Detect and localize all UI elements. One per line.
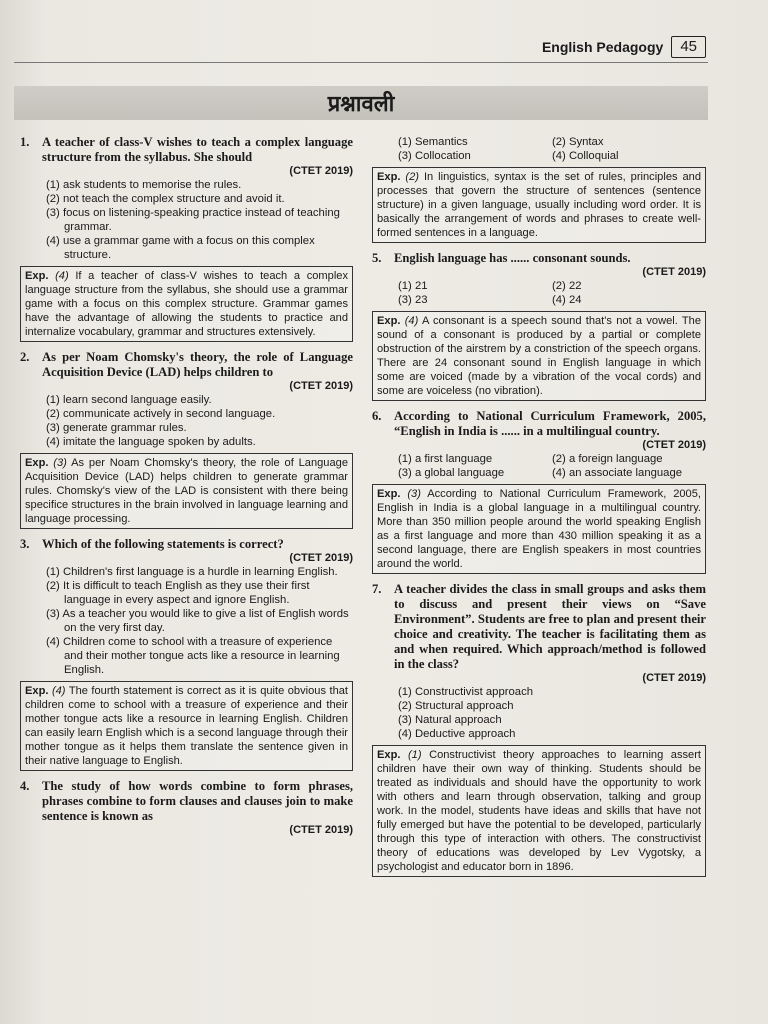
option-1: (1) Semantics [398,136,468,148]
option-4: (4) an associate language [552,467,683,479]
option-3: (3) Collocation [398,150,471,162]
question-source: (CTET 2019) [642,672,706,684]
option-2: (2) communicate actively in second language. [46,408,276,420]
question-number: 5. [372,251,382,265]
explanation-box: Exp. (4) The fourth statement is correct as it is quite obvious that children come to school with a treasure of experience and their mother tongue acts like a resource in learning English. Children can easily learn English which is a second language through their mother tongue as it helps them translate the sentence given in their native language to English. [20,681,353,771]
question-source: (CTET 2019) [289,824,353,836]
option-4: (4) 24 [552,294,582,306]
explanation-box: Exp. (3) As per Noam Chomsky's theory, the role of Language Acquisition Device (LAD) helps children to generate grammar rules. Chomsky's view of the LAD is consistent with there being specifice structures in the brain involved in language learning and language processing. [20,453,353,529]
option-1: (1) a first language [398,453,493,465]
question-number: 6. [372,409,382,423]
question-number: 2. [20,350,30,364]
question-7 [372,582,706,877]
question-6 [372,409,706,574]
explanation-box: Exp. (2) In linguistics, syntax is the set of rules, principles and processes that govern the structure of sentences (sentence structure) in a given language, usually including word order. It is basically the arrangement of words and phrases to create well-formed sentences in a language. [372,167,706,243]
question-stem: Which of the following statements is correct? [42,537,284,551]
option-3: (3) Natural approach [398,714,502,726]
option-1: (1) learn second language easily. [46,394,212,406]
option-1: (1) Children's first language is a hurdle in learning English. [46,566,338,578]
question-4-continued [372,135,706,243]
option-3: (3) focus on listening-speaking practice instead of teaching grammar. [46,207,340,233]
question-source: (CTET 2019) [289,380,353,392]
page-header [542,36,706,58]
question-source: (CTET 2019) [642,266,706,278]
question-stem: According to National Curriculum Framework, 2005, “English in India is ...... in a multilingual country. [394,409,706,438]
question-source: (CTET 2019) [642,439,706,451]
subject-title: English Pedagogy [541,39,664,55]
question-stem: A teacher of class-V wishes to teach a complex language structure from the syllabus. She should [42,135,353,164]
explanation-box: Exp. (4) If a teacher of class-V wishes to teach a complex language structure from the syllabus, she should use a grammar game with a focus on this complex structure. Grammar games have the advantage of allowing the students to practice and internalize vocabulary, grammar and structures extensively. [20,266,353,342]
option-3: (3) 23 [398,294,428,306]
question-number: 4. [20,779,30,793]
option-4: (4) Children come to school with a treasure of experience and their mother tongue acts like a resource in learning English. [46,636,340,676]
question-source: (CTET 2019) [289,552,353,564]
section-title: प्रश्नावली [327,92,395,117]
option-4: (4) Deductive approach [398,728,516,740]
options-grid [372,135,706,163]
option-4: (4) imitate the language spoken by adults. [46,436,256,448]
option-1: (1) 21 [398,280,428,292]
option-2: (2) a foreign language [552,453,663,465]
option-2: (2) 22 [552,280,582,292]
question-stem: English language has ...... consonant sounds. [394,251,631,265]
option-4: (4) use a grammar game with a focus on this complex structure. [46,235,315,261]
section-banner [14,86,708,120]
header-rule [14,62,708,63]
option-2: (2) not teach the complex structure and avoid it. [46,193,285,205]
option-1: (1) ask students to memorise the rules. [46,179,242,191]
question-source: (CTET 2019) [289,165,353,177]
question-number: 3. [20,537,30,551]
question-4 [20,779,353,837]
question-stem: A teacher divides the class in small groups and asks them to discuss and present their views on “Save Environment”. Students are free to plan and present their choice and creativity. The teacher is facilitating them as and when required. Which approach/method is followed in the class? [394,582,706,671]
question-stem: The study of how words combine to form phrases, phrases combine to form clauses and clauses join to make sentence is known as [42,779,353,823]
question-5 [372,251,706,401]
option-3: (3) As a teacher you would like to give a list of English words on the very first day. [46,608,349,634]
question-number: 1. [20,135,30,149]
explanation-box: Exp. (4) A consonant is a speech sound that's not a vowel. The sound of a consonant is produced by a partial or complete obstruction of the airstrem by a constriction of the speech organs. There are 24 consonant sound in English language in which some are voiced (made by a vibration of the vocal cords) and some are voiceless (no vibration). [372,311,706,401]
page-number: 45 [671,36,706,58]
question-1 [20,135,353,342]
question-2 [20,350,353,529]
question-3 [20,537,353,771]
explanation-box: Exp. (1) Constructivist theory approaches to learning assert children have their own way of thinking. Students should be treated as individuals and should have the opportunity to work with others and learn through observation, talking and group work. In the model, students have ideas and skills that have not fully emerged but have the potential to be developed, particularly through this type of interaction with others. The constructivist theory of educations was developed by Lev Vygotsky, a psychologist and educator born in 1896. [372,745,706,877]
right-column [372,135,706,885]
explanation-box: Exp. (3) According to National Curriculum Framework, 2005, English in India is a global language in a multilingual country. More than 350 million people around the world speaking English as a first language and more than 430 million speaking it as a second language, there are English speakers in most countries around the world. [372,484,706,574]
option-2: (2) Syntax [552,136,604,148]
options-grid [372,279,706,307]
question-number: 7. [372,582,382,596]
option-4: (4) Colloquial [552,150,619,162]
option-1: (1) Constructivist approach [398,686,533,698]
options-grid [372,452,706,480]
question-stem: As per Noam Chomsky's theory, the role of Language Acquisition Device (LAD) helps children to [42,350,353,379]
option-2: (2) It is difficult to teach English as they use their first language in every aspect and ignore English. [46,580,310,606]
option-2: (2) Structural approach [398,700,514,712]
option-3: (3) generate grammar rules. [46,422,187,434]
option-3: (3) a global language [398,467,505,479]
left-column [20,135,353,843]
